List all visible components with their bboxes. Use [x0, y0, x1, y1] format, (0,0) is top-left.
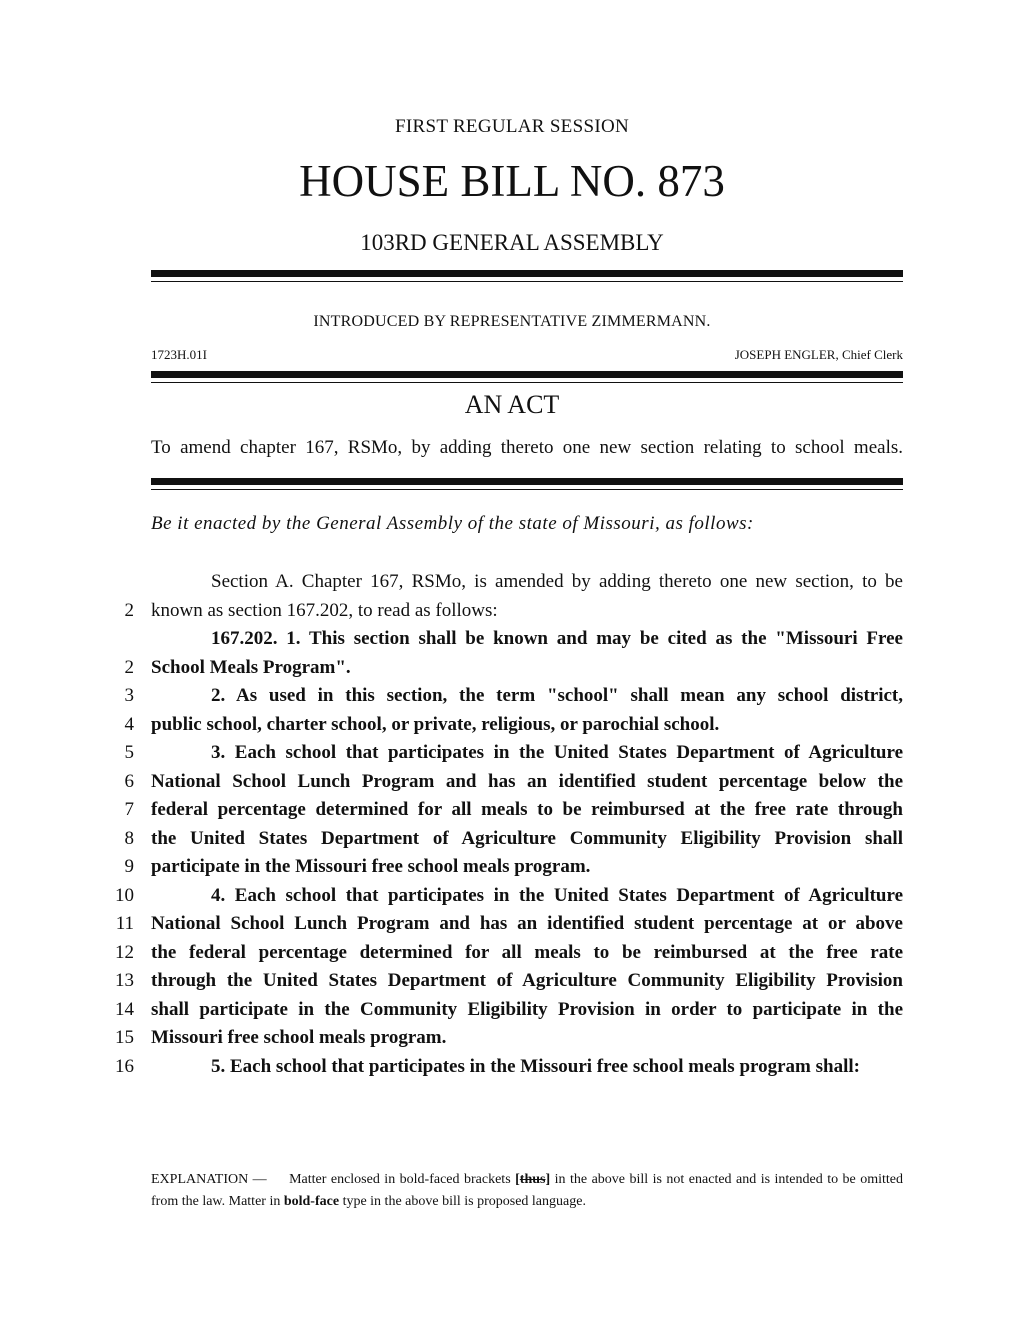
bill-title: HOUSE BILL NO. 873 [299, 156, 725, 206]
bill-text-line: the federal percentage determined for all meals to be reimbursed at the free rate [151, 942, 903, 963]
session-label: FIRST REGULAR SESSION [395, 116, 629, 137]
line-number: 10 [115, 885, 134, 906]
explanation-text: type in the above bill is proposed language. [342, 1194, 586, 1209]
explanation-lead: EXPLANATION — [151, 1172, 267, 1187]
line-number: 16 [115, 1056, 134, 1077]
document-code: 1723H.01I [151, 347, 207, 362]
struck-example: thus [519, 1172, 546, 1187]
line-number: 2 [124, 657, 134, 678]
bill-text-line: 167.202. 1. This section shall be known and may be cited as the "Missouri Free [211, 628, 903, 649]
explanation-text: in the above bill is not enacted and is intended to be omitted from the law. Matter in [151, 1172, 904, 1209]
explanation-note: EXPLANATION — Matter enclosed in bold-faced brackets [thus] in the above bill is not enacted and is intended to be omitted from the law. Matter in bold-face type in the above bill is proposed language. [151, 1172, 904, 1209]
bill-text-line: the United States Department of Agriculture Community Eligibility Provision shall [151, 828, 903, 849]
bill-text-line: School Meals Program". [151, 657, 351, 678]
line-number: 7 [124, 799, 134, 820]
line-number: 14 [115, 999, 134, 1020]
divider-thin [151, 489, 903, 490]
divider-thick [151, 371, 903, 378]
line-number: 11 [115, 913, 134, 934]
line-number: 9 [124, 856, 134, 877]
act-purpose: To amend chapter 167, RSMo, by adding thereto one new section relating to school meals. [151, 437, 903, 458]
bill-text-line: National School Lunch Program and has an identified student percentage below the [151, 771, 903, 792]
assembly-label: 103RD GENERAL ASSEMBLY [360, 230, 664, 255]
bill-text-line: 3. Each school that participates in the United States Department of Agriculture [211, 742, 903, 763]
line-number: 8 [124, 828, 134, 849]
line-number: 12 [115, 942, 134, 963]
bill-text-line: Section A. Chapter 167, RSMo, is amended by adding thereto one new section, to be [211, 571, 903, 592]
bill-text-line: participate in the Missouri free school meals program. [151, 856, 591, 877]
bill-text-line: known as section 167.202, to read as follows: [151, 600, 498, 621]
bill-text-line: National School Lunch Program and has an identified student percentage at or above [151, 913, 903, 934]
line-number: 3 [124, 685, 134, 706]
divider-thin [151, 382, 903, 383]
act-title: AN ACT [464, 390, 560, 419]
bill-text-line: public school, charter school, or private, religious, or parochial school. [151, 714, 720, 735]
line-number: 4 [124, 714, 134, 735]
bill-text-line: through the United States Department of Agriculture Community Eligibility Provision [151, 970, 903, 991]
line-number: 15 [115, 1027, 134, 1048]
bill-text-line: shall participate in the Community Eligibility Provision in order to participate in the [151, 999, 903, 1020]
bill-text-line: Missouri free school meals program. [151, 1027, 447, 1048]
divider-thick [151, 478, 903, 485]
line-number: 6 [124, 771, 134, 792]
bill-text-line: federal percentage determined for all meals to be reimbursed at the free rate through [151, 799, 903, 820]
line-number: 2 [124, 600, 134, 621]
bill-text-line: 2. As used in this section, the term "school" shall mean any school district, [211, 685, 903, 706]
sponsor-line: INTRODUCED BY REPRESENTATIVE ZIMMERMANN. [313, 313, 711, 330]
chief-clerk: JOSEPH ENGLER, Chief Clerk [734, 347, 903, 362]
line-number: 13 [115, 970, 134, 991]
explanation-text: Matter enclosed in bold-faced brackets [289, 1172, 511, 1187]
line-number: 5 [124, 742, 134, 763]
bill-text-line: 5. Each school that participates in the Missouri free school meals program shall: [211, 1056, 860, 1077]
enacting-clause: Be it enacted by the General Assembly of the state of Missouri, as follows: [151, 513, 754, 534]
divider-thin [151, 281, 903, 282]
divider-thick [151, 270, 903, 277]
bold-example: bold-face [283, 1194, 340, 1209]
bill-text-line: 4. Each school that participates in the United States Department of Agriculture [211, 885, 903, 906]
